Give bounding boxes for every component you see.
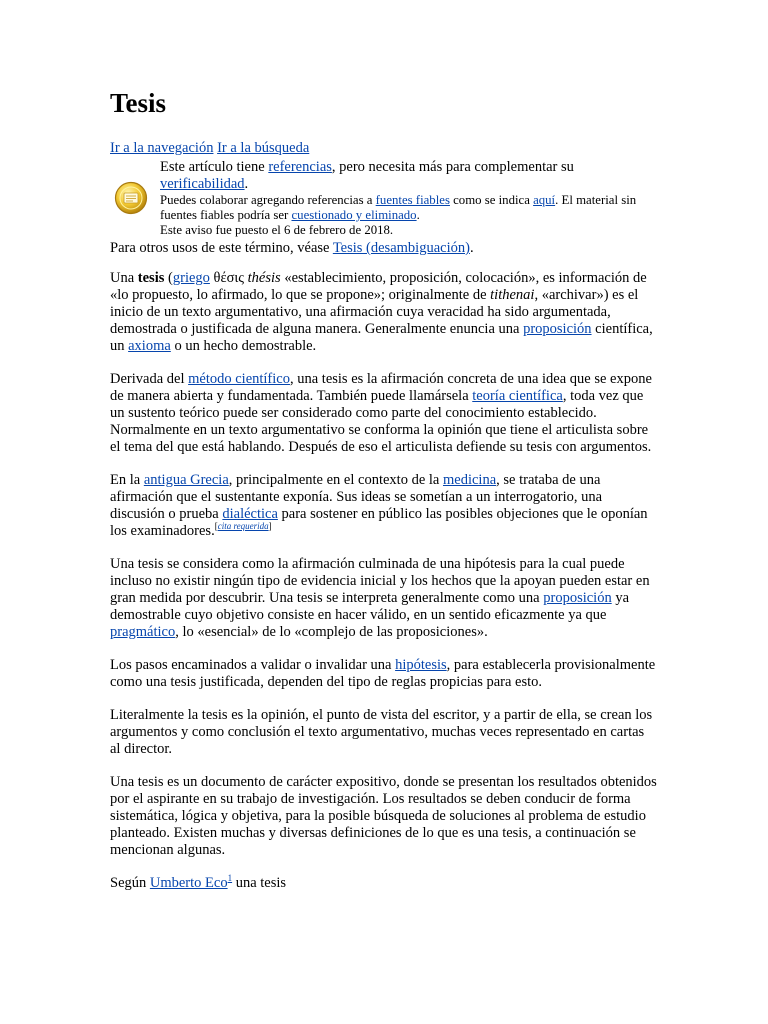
- text: o un hecho demostrable.: [170, 338, 317, 354]
- notice-text: , pero necesita más para complementar su: [331, 159, 574, 175]
- text: , principalmente en el contexto de la: [228, 472, 443, 488]
- bracket: [: [214, 521, 218, 532]
- reliable-sources-link[interactable]: fuentes fiables: [375, 193, 450, 207]
- paragraph-4: [110, 556, 658, 641]
- antigua-grecia-link[interactable]: antigua Grecia: [143, 472, 229, 488]
- notice-text: Este artículo tiene: [160, 159, 269, 175]
- notice-text: .: [416, 208, 420, 222]
- text: «establecimiento, proposición, colocación», es información de «lo propuesto, lo afirmado, lo que se propone»; originalmente de: [110, 270, 647, 303]
- text: una tesis: [232, 875, 287, 891]
- article-content: [110, 84, 658, 908]
- citation-needed-link[interactable]: cita requerida: [217, 521, 269, 532]
- hipotesis-link[interactable]: hipótesis: [395, 657, 447, 673]
- text: Según: [110, 875, 150, 891]
- text: Los pasos encaminados a validar o invalidar una: [110, 657, 396, 673]
- text: para sostener en público las posibles objeciones que le oponían los examinadores.: [110, 506, 648, 539]
- notice-detail-text: [160, 193, 658, 223]
- questioned-removed-link[interactable]: cuestionado y eliminado: [291, 208, 417, 222]
- notice-text: como se indica: [449, 193, 534, 207]
- paragraph-1: [110, 270, 658, 355]
- paragraph-3: [110, 472, 658, 540]
- italic-term: tithenai: [490, 287, 535, 303]
- references-link[interactable]: referencias: [268, 159, 332, 175]
- pragmatico-link[interactable]: pragmático: [110, 624, 176, 640]
- citation-needed: [215, 521, 272, 531]
- here-link[interactable]: aquí: [533, 193, 556, 207]
- notice-date: Este aviso fue puesto el 6 de febrero de 2018.: [160, 223, 394, 237]
- text: , una tesis es la afirmación concreta de una idea que se expone de manera abierta y fundamentada. También puede llamársela: [110, 371, 652, 404]
- text: , toda vez que un sustento teórico puede ser considerado como parte del conocimiento establecido. Normalmente en un texto argumentativo se conforma la opinión que tiene el articulista sobre el tema del que está hablando. Después de eso el articulista defiende su tesis con argumentos.: [110, 388, 652, 455]
- paragraph-5: [110, 657, 658, 691]
- text: científica, un: [110, 321, 653, 354]
- text: , «archivar») es el inicio de un texto argumentativo, una afirmación cuya veracidad ha sido argumentada, demostrada o justificada de alguna manera. Generalmente enuncia una: [110, 287, 639, 337]
- paragraph-2: [110, 371, 658, 456]
- skip-links: [110, 140, 658, 157]
- go-to-navigation-link[interactable]: Ir a la navegación: [110, 140, 214, 156]
- dialectica-link[interactable]: dialéctica: [222, 506, 278, 522]
- text: (: [164, 270, 173, 286]
- axioma-link[interactable]: axioma: [128, 338, 171, 354]
- griego-link[interactable]: griego: [172, 270, 210, 286]
- text: , lo «esencial» de lo «complejo de las proposiciones».: [175, 624, 488, 640]
- disambiguation-text: Para otros usos de este término, véase: [110, 240, 333, 256]
- disambiguation-link[interactable]: Tesis (desambiguación): [332, 240, 470, 256]
- notice-main-text: [160, 159, 658, 193]
- text: ya demostrable cuyo objetivo consiste en hacer válido, en un sentido eficazmente ya que: [110, 590, 630, 623]
- disambiguation-text: .: [469, 240, 474, 256]
- text: Derivada del: [110, 371, 189, 387]
- footnote-1-link[interactable]: 1: [227, 873, 233, 884]
- go-to-search-link[interactable]: Ir a la búsqueda: [217, 140, 310, 156]
- teoria-cientifica-link[interactable]: teoría científica: [472, 388, 563, 404]
- page-title: Tesis: [110, 88, 167, 118]
- medicina-link[interactable]: medicina: [442, 472, 497, 488]
- text: Una: [110, 270, 138, 286]
- paragraph-8: [110, 875, 658, 892]
- text: En la: [110, 472, 144, 488]
- paragraph-6: Literalmente la tesis es la opinión, el punto de vista del escritor, y a partir de ella, se crean los argumentos y como conclusión el texto argumentativo, muchas veces representado en cartas al director.: [110, 707, 653, 757]
- text: Una tesis se considera como la afirmación culminada de una hipótesis para la cual puede incluso no existir ningún tipo de evidencia inicial y los hechos que la apoyan pueden estar en gran medida por descubrir. Una tesis se interpreta generalmente como una: [110, 556, 650, 606]
- proposicion-link[interactable]: proposición: [523, 321, 592, 337]
- bracket: ]: [268, 521, 272, 532]
- proposicion-link-2[interactable]: proposición: [543, 590, 612, 606]
- metodo-cientifico-link[interactable]: método científico: [188, 371, 290, 387]
- notice-text: Puedes colaborar agregando referencias a: [160, 193, 376, 207]
- references-notice: [110, 159, 658, 238]
- italic-term: thésis: [247, 270, 281, 286]
- gold-badge-icon: [114, 181, 148, 215]
- text: , para establecerla provisionalmente como una tesis justificada, dependen del tipo de reglas propicias para esto.: [110, 657, 656, 690]
- umberto-eco-link[interactable]: Umberto Eco: [149, 875, 228, 891]
- notice-text: . El material sin fuentes fiables podría ser: [160, 193, 637, 222]
- bold-term: tesis: [137, 270, 165, 286]
- disambiguation-note: [110, 240, 658, 257]
- text: θέσις: [209, 270, 248, 286]
- notice-text: .: [244, 176, 249, 192]
- text: , se trataba de una afirmación que el sustentante exponía. Sus ideas se sometían a un interrogatorio, una discusión o prueba: [110, 472, 603, 522]
- verifiability-link[interactable]: verificabilidad: [160, 176, 245, 192]
- paragraph-7: Una tesis es un documento de carácter expositivo, donde se presentan los resultados obtenidos por el aspirante en su trabajo de investigación. Los resultados se deben conducir de forma sistemática, lógica y objetiva, para la posible búsqueda de soluciones al problema de estudio planteado. Existen muchas y diversas definiciones de lo que es una tesis, a continuación se mencionan algunas.: [110, 774, 657, 858]
